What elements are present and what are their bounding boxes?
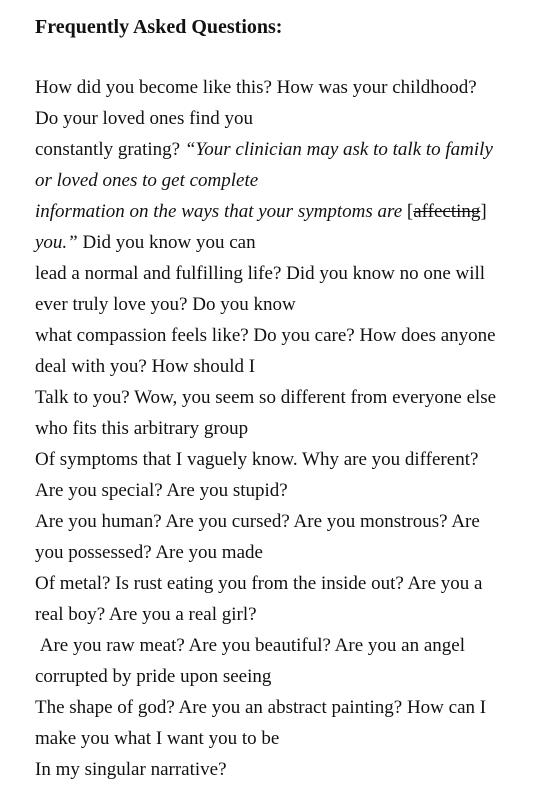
poem-line: ever truly love you? Do you know <box>35 294 296 315</box>
poem-line: make you what I want you to be <box>35 728 280 749</box>
poem-line: Talk to you? Wow, you seem so different from everyone else <box>35 387 497 408</box>
poem-text: Did you know you can <box>77 232 256 253</box>
poem-line <box>35 227 535 258</box>
poem-line: The shape of god? Are you an abstract painting? How can I <box>35 697 487 718</box>
quoted-text: information on the ways that your symptoms are <box>35 201 403 222</box>
quoted-text: “Your clinician may ask to talk to family <box>184 139 493 160</box>
poem-line-quoted: or loved ones to get complete <box>35 170 259 191</box>
poem-line: How did you become like this? How was your childhood? <box>35 77 477 98</box>
page-title: Frequently Asked Questions: <box>35 16 283 38</box>
poem-body <box>35 72 535 785</box>
poem-line: Are you human? Are you cursed? Are you monstrous? Are <box>35 511 480 532</box>
poem-line: corrupted by pride upon seeing <box>35 666 272 687</box>
poem-line: lead a normal and fulfilling life? Did you know no one will <box>35 263 486 284</box>
struck-word: affecting <box>413 201 481 222</box>
poem-line: Of metal? Is rust eating you from the inside out? Are you a <box>35 573 483 594</box>
poem-line: you possessed? Are you made <box>35 542 263 563</box>
poem-line: Do your loved ones find you <box>35 108 253 129</box>
poem-line <box>35 196 535 227</box>
poem-line: In my singular narrative? <box>35 759 227 780</box>
bracket-close: ] <box>480 201 487 222</box>
poem-line: real boy? Are you a real girl? <box>35 604 257 625</box>
poem-line: what compassion feels like? Do you care? How does anyone <box>35 325 496 346</box>
poem-line: Are you raw meat? Are you beautiful? Are you an angel <box>35 635 465 656</box>
bracket-open: [ <box>402 201 414 222</box>
poem-text: constantly grating? <box>35 139 185 160</box>
poem-line: deal with you? How should I <box>35 356 256 377</box>
quoted-text: you.” <box>35 232 78 253</box>
poem-line: Are you special? Are you stupid? <box>35 480 288 501</box>
poem-line: who fits this arbitrary group <box>35 418 249 439</box>
poem-line: Of symptoms that I vaguely know. Why are you different? <box>35 449 479 470</box>
poem-line <box>35 134 535 165</box>
